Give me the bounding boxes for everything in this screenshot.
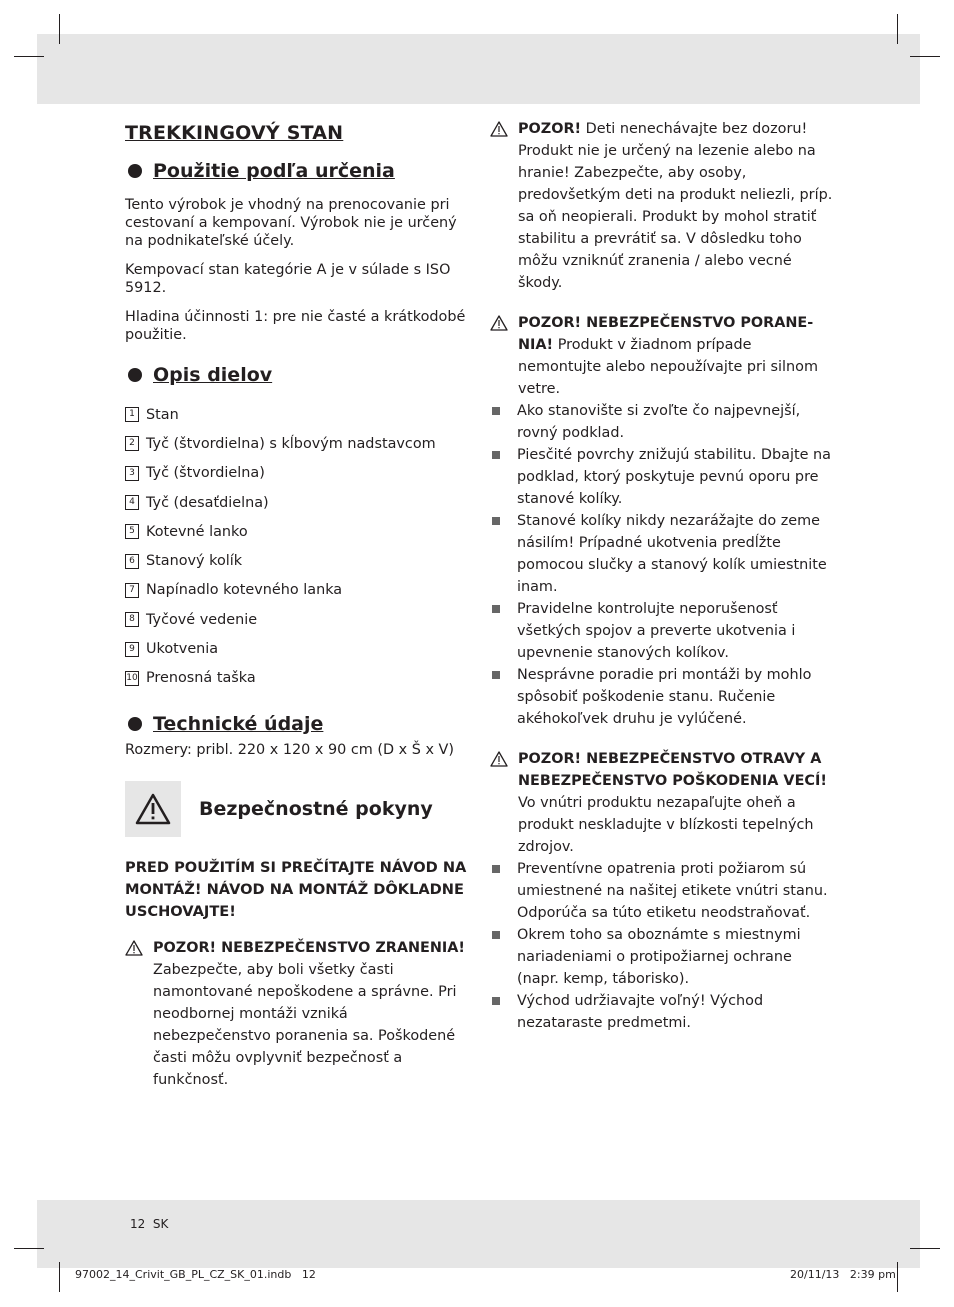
list-item bbox=[125, 517, 470, 546]
warning-bullets bbox=[490, 400, 835, 730]
section-parts-header bbox=[125, 364, 470, 386]
warning-icon bbox=[125, 940, 145, 963]
header-band bbox=[37, 34, 920, 104]
warning-body: Deti nenechávajte bez dozoru! Produkt nie je určený na lezenie alebo na hranie! Zabezpečte, aby osoby, predovšetkým deti na produkt neliezli, príp. sa oň neopierali. Produkt by mohol stratiť stabilitu a prevrátiť sa. V dôsledku toho môžu vzniknúť zranenia / alebo vecné škody. bbox=[518, 121, 833, 291]
square-bullet-icon bbox=[492, 451, 500, 459]
list-item bbox=[492, 924, 835, 990]
crop-mark bbox=[910, 1248, 940, 1249]
part-label: Prenosná taška bbox=[146, 670, 256, 687]
part-number: 4 bbox=[125, 495, 139, 510]
list-item bbox=[492, 510, 835, 598]
part-label: Tyč (štvordielna) bbox=[146, 465, 265, 482]
list-item bbox=[492, 444, 835, 510]
list-item bbox=[125, 634, 470, 663]
warning-icon bbox=[490, 121, 510, 144]
warning-text bbox=[518, 118, 835, 294]
parts-list bbox=[125, 400, 470, 693]
warning-triangle-icon bbox=[125, 781, 181, 837]
list-item bbox=[492, 990, 835, 1034]
section-usage-header bbox=[125, 160, 470, 182]
warning-icon bbox=[490, 315, 510, 338]
document-title: TREKKINGOVÝ STAN bbox=[125, 122, 344, 144]
square-bullet-icon bbox=[492, 997, 500, 1005]
page-number: 12 SK bbox=[130, 1217, 169, 1231]
left-column bbox=[125, 118, 470, 1109]
usage-paragraph: Kempovací stan kategórie A je v súlade s ISO 5912. bbox=[125, 262, 451, 296]
warning-injury-wind bbox=[490, 312, 835, 400]
usage-paragraph: Tento výrobok je vhodný na prenocovanie pri cestovaní a kempovaní. Výrobok nie je určený na podnikateľské účely. bbox=[125, 197, 457, 249]
part-label: Stanový kolík bbox=[146, 553, 243, 570]
part-number: 2 bbox=[125, 436, 139, 451]
warning-poisoning bbox=[490, 748, 835, 858]
crop-mark bbox=[897, 1262, 898, 1292]
bullet-text: Ako stanovište si zvoľte čo najpevnejší, rovný podklad. bbox=[517, 403, 801, 441]
section-usage-title: Použitie podľa určenia bbox=[153, 160, 395, 182]
part-number: 3 bbox=[125, 466, 139, 481]
bullet-dot-icon bbox=[128, 368, 142, 382]
safety-title: Bezpečnostné pokyny bbox=[199, 797, 433, 820]
list-item bbox=[125, 605, 470, 634]
list-item bbox=[492, 598, 835, 664]
part-number: 9 bbox=[125, 642, 139, 657]
list-item bbox=[492, 664, 835, 730]
bullet-text: Nesprávne poradie pri montáži by mohlo spôsobiť poškodenie stanu. Ručenie akéhokoľvek druhu je vylúčené. bbox=[517, 667, 812, 727]
square-bullet-icon bbox=[492, 865, 500, 873]
right-column bbox=[490, 118, 835, 1034]
section-tech-title: Technické údaje bbox=[153, 712, 324, 735]
warning-heading: POZOR! NEBEZPEČENSTVO PORANE-NIA! bbox=[518, 315, 814, 353]
warning-heading: POZOR! NEBEZPEČENSTVO OTRAVY A NEBEZPEČENSTVO POŠKODENIA VECÍ! bbox=[518, 751, 827, 789]
square-bullet-icon bbox=[492, 605, 500, 613]
bullet-dot-icon bbox=[128, 717, 142, 731]
warning-body: Vo vnútri produktu nezapaľujte oheň a produkt neskladujte v blízkosti tepelných zdrojov. bbox=[518, 795, 814, 855]
footer-file-info: 97002_14_Crivit_GB_PL_CZ_SK_01.indb 12 bbox=[75, 1268, 316, 1281]
usage-paragraph: Hladina účinnosti 1: pre nie časté a krátkodobé použitie. bbox=[125, 309, 466, 343]
list-item bbox=[125, 488, 470, 517]
part-number: 7 bbox=[125, 583, 139, 598]
square-bullet-icon bbox=[492, 517, 500, 525]
square-bullet-icon bbox=[492, 407, 500, 415]
square-bullet-icon bbox=[492, 931, 500, 939]
part-number: 10 bbox=[125, 671, 139, 686]
list-item bbox=[125, 576, 470, 605]
warning-heading: POZOR! bbox=[518, 121, 582, 137]
part-label: Ukotvenia bbox=[146, 641, 219, 658]
list-item bbox=[125, 664, 470, 693]
section-tech-header bbox=[125, 713, 470, 735]
bullet-text: Stanové kolíky nikdy nezarážajte do zeme násilím! Prípadné ukotvenia predĺžte pomocou slučky a stanový kolík umiestnite inam. bbox=[517, 513, 827, 595]
warning-text bbox=[153, 937, 470, 1091]
read-instructions-notice: PRED POUŽITÍM SI PREČÍTAJTE NÁVOD NA MONTÁŽ! NÁVOD NA MONTÁŽ DÔKLADNE USCHOVAJTE! bbox=[125, 858, 467, 920]
section-parts-title: Opis dielov bbox=[153, 364, 273, 386]
footer-timestamp: 20/11/13 2:39 pm bbox=[790, 1268, 896, 1281]
warning-children bbox=[490, 118, 835, 294]
part-label: Napínadlo kotevného lanka bbox=[146, 582, 343, 599]
warning-text bbox=[518, 312, 835, 400]
footer-band bbox=[37, 1200, 920, 1268]
square-bullet-icon bbox=[492, 671, 500, 679]
part-number: 8 bbox=[125, 612, 139, 627]
list-item bbox=[492, 400, 835, 444]
list-item bbox=[125, 400, 470, 429]
part-label: Kotevné lanko bbox=[146, 523, 248, 540]
crop-mark bbox=[14, 1248, 44, 1249]
part-label: Tyč (štvordielna) s kĺbovým nadstavcom bbox=[146, 435, 436, 452]
list-item bbox=[125, 429, 470, 458]
warning-body: Produkt v žiadnom prípade nemontujte alebo nepoužívajte pri silnom vetre. bbox=[518, 337, 818, 397]
crop-mark bbox=[910, 56, 940, 57]
part-label: Tyčové vedenie bbox=[146, 611, 258, 628]
warning-body: Zabezpečte, aby boli všetky časti namontované nepoškodene a správne. Pri neodbornej montáži vzniká nebezpečenstvo poranenia sa. Poškodené časti môžu ovplyvniť bezpečnosť a funkčnosť. bbox=[153, 961, 457, 1088]
list-item bbox=[125, 546, 470, 575]
safety-header bbox=[125, 781, 470, 837]
warning-injury bbox=[125, 937, 470, 1091]
tech-dimensions: Rozmery: pribl. 220 x 120 x 90 cm (D x Š x V) bbox=[125, 741, 454, 758]
part-number: 5 bbox=[125, 524, 139, 539]
crop-mark bbox=[14, 56, 44, 57]
bullet-text: Pravidelne kontrolujte neporušenosť všetkých spojov a preverte ukotvenia i upevnenie stanových kolíkov. bbox=[517, 601, 796, 661]
warning-icon bbox=[490, 751, 510, 774]
part-number: 1 bbox=[125, 407, 139, 422]
part-label: Stan bbox=[146, 406, 179, 423]
warning-heading: POZOR! NEBEZPEČENSTVO ZRANENIA! bbox=[153, 939, 465, 956]
crop-mark bbox=[59, 14, 60, 44]
bullet-text: Preventívne opatrenia proti požiarom sú umiestnené na našitej etikete vnútri stanu. Odporúča sa túto etiketu neodstraňovať. bbox=[517, 861, 828, 921]
bullet-text: Okrem toho sa oboznámte s miestnymi nariadeniami o protipožiarnej ochrane (napr. kemp, táborisko). bbox=[517, 927, 801, 987]
bullet-dot-icon bbox=[128, 164, 142, 178]
bullet-text: Piesčité povrchy znižujú stabilitu. Dbajte na podklad, ktorý poskytuje pevnú oporu pre stanové kolíky. bbox=[517, 447, 831, 507]
crop-mark bbox=[59, 1262, 60, 1292]
part-label: Tyč (desaťdielna) bbox=[146, 494, 269, 511]
warning-text bbox=[518, 748, 835, 858]
list-item bbox=[492, 858, 835, 924]
crop-mark bbox=[897, 14, 898, 44]
list-item bbox=[125, 459, 470, 488]
warning-bullets bbox=[490, 858, 835, 1034]
bullet-text: Východ udržiavajte voľný! Východ nezataraste predmetmi. bbox=[517, 993, 764, 1031]
part-number: 6 bbox=[125, 554, 139, 569]
